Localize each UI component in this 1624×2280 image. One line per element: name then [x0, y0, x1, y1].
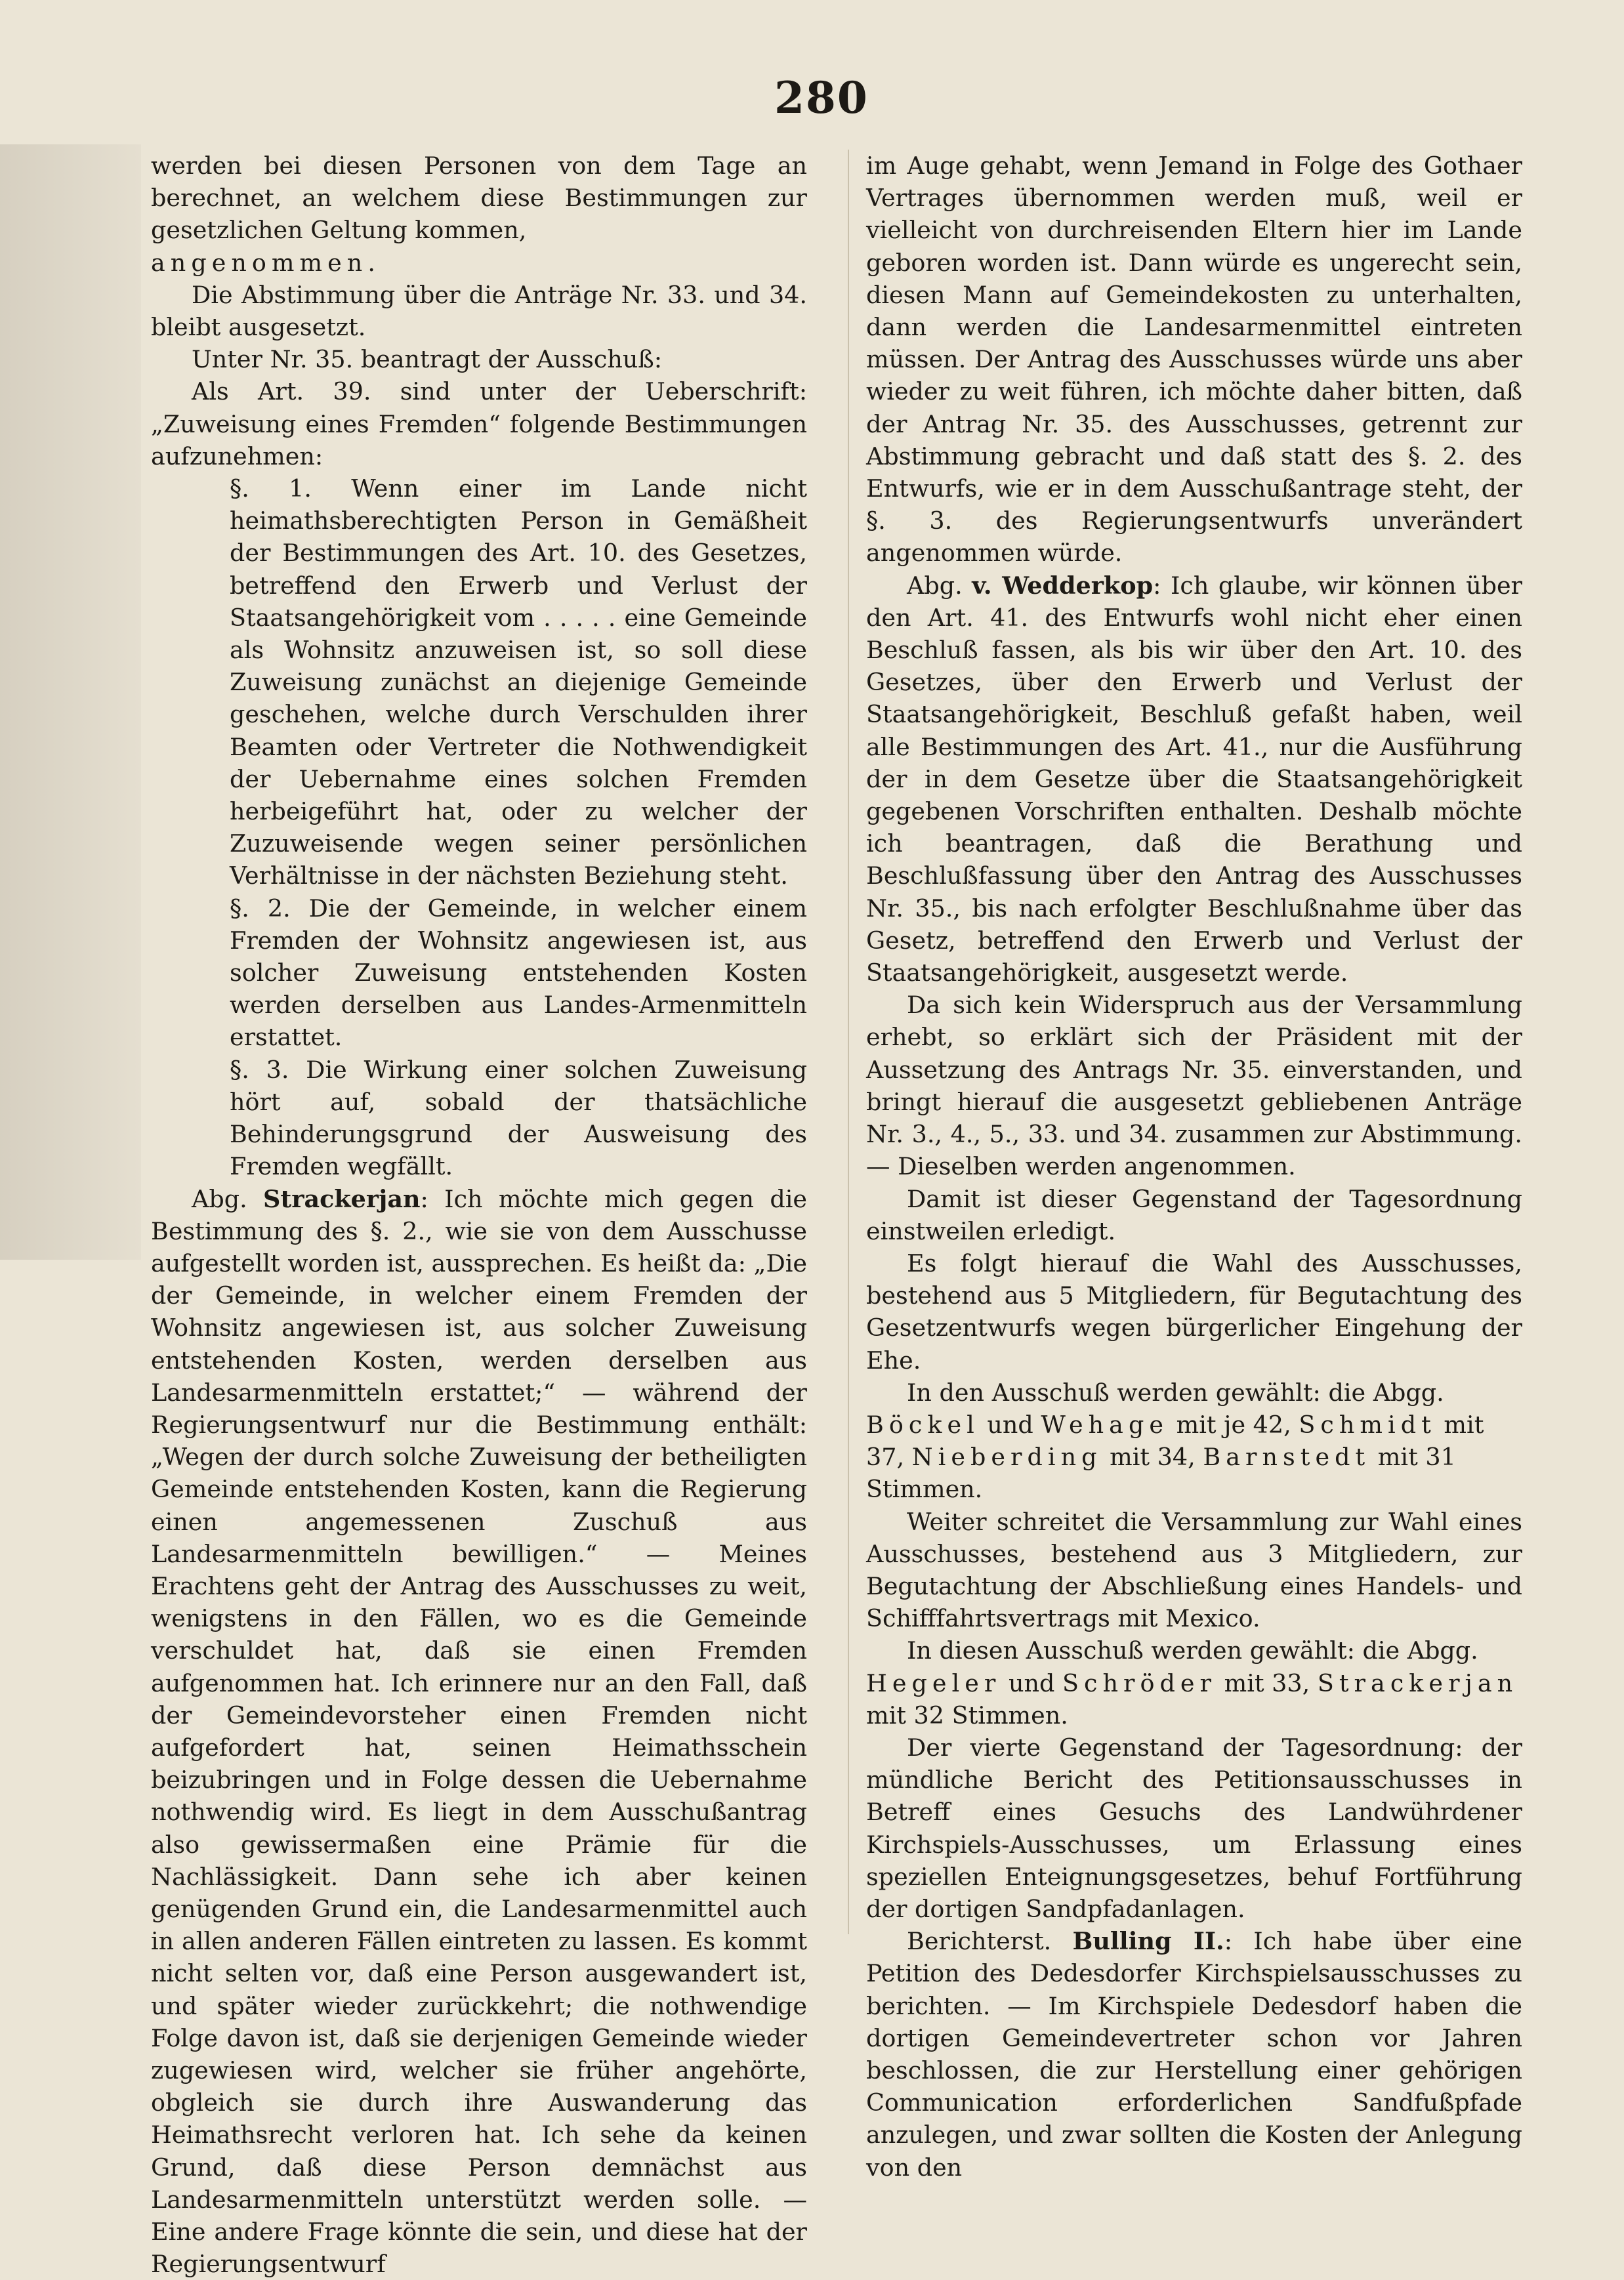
election-paragraph — [866, 1377, 1522, 1506]
paragraph: §. 1. Wenn einer im Lande nicht heimathsberechtigten Person in Gemäßheit der Bestimmungen des Art. 10. des Gesetzes, betreffend den Erwerb und Verlust der Staatsangehörigkeit vom . . . . . eine Gemeinde als Wohnsitz anzuweisen ist, so soll diese Zuweisung zunächst an diejenige Gemeinde geschehen, welche durch Verschulden ihrer Beamten oder Vertreter die Nothwendigkeit der Uebernahme eines solchen Fremden herbeigeführt hat, oder zu welcher der Zuzuweisende wegen seiner persönlichen Verhältnisse in der nächsten Beziehung steht. — [151, 472, 807, 892]
speech-paragraph — [151, 1183, 807, 2280]
member-name: Hegeler — [866, 1669, 1001, 1697]
member-name: Böckel — [866, 1411, 980, 1439]
paragraph: werden bei diesen Personen von dem Tage an berechnet, an welchem diese Bestimmungen zur gesetzlichen Geltung kommen, — [151, 150, 807, 247]
speech-paragraph — [866, 570, 1522, 989]
speech-text: : Ich möchte mich gegen die Bestimmung des §. 2., wie sie von dem Ausschusse aufgestellt worden ist, aussprechen. Es heißt da: „Die der Gemeinde, in welcher einem Fremden der Wohnsitz angewiesen ist, aus solcher Zuweisung entstehenden Kosten, werden derselben aus Landesarmenmitteln erstattet;“ — während der Regierungsentwurf nur die Bestimmung enthält: „Wegen der durch solche Zuweisung der betheiligten Gemeinde entstehenden Kosten, kann die Regierung einen angemessenen Zuschuß aus Landesarmenmitteln bewilligen.“ — Meines Erachtens geht der Antrag des Ausschusses zu weit, wenigstens in den Fällen, wo es die Gemeinde verschuldet hat, daß sie einen Fremden aufgenommen hat. Ich erinnere nur an den Fall, daß der Gemeindevorsteher einen Fremden nicht aufgefordert hat, seinen Heimathsschein beizubringen und in Folge dessen die Uebernahme nothwendig wird. Es liegt in dem Ausschußantrag also gewissermaßen eine Prämie für die Nachlässigkeit. Dann sehe ich aber keinen genügenden Grund ein, die Landesarmenmittel auch in allen anderen Fällen eintreten zu lassen. Es kommt nicht selten vor, daß eine Person ausgewandert ist, und später wieder zurückkehrt; die nothwendige Folge davon ist, daß sie derjenigen Gemeinde wieder zugewiesen wird, welcher sie früher angehörte, obgleich sie durch ihre Auswanderung das Heimathsrecht verloren hat. Ich sehe da keinen Grund, daß diese Person demnächst aus Landesarmenmitteln unterstützt werden solle. — Eine andere Frage könnte die sein, und diese hat der Regierungsentwurf — [151, 1185, 807, 2279]
left-column — [151, 150, 807, 2072]
speech-text: : Ich glaube, wir können über den Art. 41. des Entwurfs wohl nicht eher einen Beschluß fassen, als bis wir über den Art. 10. des Gesetzes, über den Erwerb und Verlust der Staatsangehörigkeit, Beschluß gefaßt haben, weil alle Bestimmungen des Art. 41., nur die Ausführung der in dem Gesetze über die Staatsangehörigkeit gegebenen Vorschriften enthalten. Deshalb möchte ich beantragen, daß die Berathung und Beschlußfassung über den Antrag des Ausschusses Nr. 35., bis nach erfolgter Beschlußnahme über das Gesetz, betreffend den Erwerb und Verlust der Staatsangehörigkeit, ausgesetzt werde. — [866, 571, 1522, 987]
election-text: mit 37, — [866, 1411, 1484, 1471]
paragraph: Weiter schreitet die Versammlung zur Wahl eines Ausschusses, bestehend aus 3 Mitgliedern, zur Begutachtung der Abschließung eines Handels- und Schifffahrtsvertrags mit Mexico. — [866, 1506, 1522, 1635]
speaker-title: Berichterst. — [907, 1927, 1051, 1955]
paragraph: Der vierte Gegenstand der Tagesordnung: der mündliche Bericht des Petitionsausschusses in Betreff eines Gesuchs des Landwührdener Kirchspiels-Ausschusses, um Erlassung eines speziellen Enteignungsgesetzes, behuf Fortführung der dortigen Sandpfadanlagen. — [866, 1731, 1522, 1925]
paragraph: Unter Nr. 35. beantragt der Ausschuß: — [151, 343, 807, 375]
speech-text: : Ich habe über eine Petition des Dedesdorfer Kirchspielsausschusses zu berichten. — Im Kirchspiele Dedesdorf haben die dortigen Gemeindevertreter schon vor Jahren beschlossen, die zur Herstellung einer gehörigen Communication erforderlichen Sandfußpfade anzulegen, und zwar sollten die Kosten der Anlegung von den — [866, 1927, 1522, 2181]
paragraph: Als Art. 39. sind unter der Ueberschrift: „Zuweisung eines Fremden“ folgende Bestimmungen aufzunehmen: — [151, 375, 807, 472]
paragraph: Da sich kein Widerspruch aus der Versammlung erhebt, so erklärt sich der Präsident mit der Aussetzung des Antrags Nr. 35. einverstanden, und bringt hierauf die ausgesetzt gebliebenen Anträge Nr. 3., 4., 5., 33. und 34. zusammen zur Abstimmung. — Dieselben werden angenommen. — [866, 989, 1522, 1182]
election-text: mit 34, — [1110, 1443, 1196, 1471]
election-text: In den Ausschuß werden gewählt: die Abgg. — [907, 1378, 1444, 1407]
paragraph: Die Abstimmung über die Anträge Nr. 33. und 34. bleibt ausgesetzt. — [151, 279, 807, 343]
election-text: mit je 42, — [1176, 1411, 1291, 1439]
election-text: mit 33, — [1224, 1669, 1310, 1697]
election-paragraph — [866, 1634, 1522, 1731]
facing-page-bleed — [0, 144, 141, 1260]
election-text: mit 31 Stimmen. — [866, 1443, 1456, 1503]
paragraph: angenommen. — [151, 247, 807, 279]
speech-paragraph — [866, 1925, 1522, 2184]
member-name: Strackerjan — [1318, 1669, 1518, 1697]
column-divider — [848, 150, 849, 1934]
right-column — [866, 150, 1522, 2072]
member-name: Nieberding — [912, 1443, 1102, 1471]
paragraph: Damit ist dieser Gegenstand der Tagesordnung einstweilen erledigt. — [866, 1183, 1522, 1247]
election-text: mit 32 Stimmen. — [866, 1701, 1068, 1730]
election-text: und — [1009, 1669, 1054, 1697]
election-text: In diesen Ausschuß werden gewählt: die Abgg. — [907, 1636, 1478, 1665]
page-number: 280 — [774, 72, 866, 123]
paragraph: Es folgt hierauf die Wahl des Ausschusses, bestehend aus 5 Mitgliedern, für Begutachtung des Gesetzentwurfs wegen bürgerlicher Eingehung der Ehe. — [866, 1247, 1522, 1377]
speaker-title: Abg. — [907, 571, 963, 600]
paragraph: im Auge gehabt, wenn Jemand in Folge des Gothaer Vertrages übernommen werden muß, weil er vielleicht von durchreisenden Eltern hier im Lande geboren worden ist. Dann würde es ungerecht sein, diesen Mann auf Gemeindekosten zu unterhalten, dann werden die Landesarmenmittel eintreten müssen. Der Antrag des Ausschusses würde uns aber wieder zu weit führen, ich möchte daher bitten, daß der Antrag Nr. 35. des Ausschusses, getrennt zur Abstimmung gebracht und daß statt des §. 2. des Entwurfs, wie er in dem Ausschußantrage steht, der §. 3. des Regierungsentwurfs unverändert angenommen würde. — [866, 150, 1522, 570]
member-name: Barnstedt — [1203, 1443, 1370, 1471]
election-text: und — [987, 1411, 1033, 1439]
paragraph: §. 2. Die der Gemeinde, in welcher einem Fremden der Wohnsitz angewiesen ist, aus solcher Zuweisung entstehenden Kosten werden derselben aus Landes-Armenmitteln erstattet. — [151, 892, 807, 1054]
speaker-name: Strackerjan — [263, 1185, 420, 1213]
speaker-name: v. Wedderkop — [972, 571, 1153, 600]
member-name: Wehage — [1041, 1411, 1169, 1439]
member-name: Schröder — [1062, 1669, 1217, 1697]
paragraph: §. 3. Die Wirkung einer solchen Zuweisung hört auf, sobald der thatsächliche Behinderungsgrund der Ausweisung des Fremden wegfällt. — [151, 1054, 807, 1183]
speaker-name: Bulling II. — [1072, 1927, 1224, 1955]
speaker-title: Abg. — [192, 1185, 247, 1213]
member-name: Schmidt — [1299, 1411, 1436, 1439]
